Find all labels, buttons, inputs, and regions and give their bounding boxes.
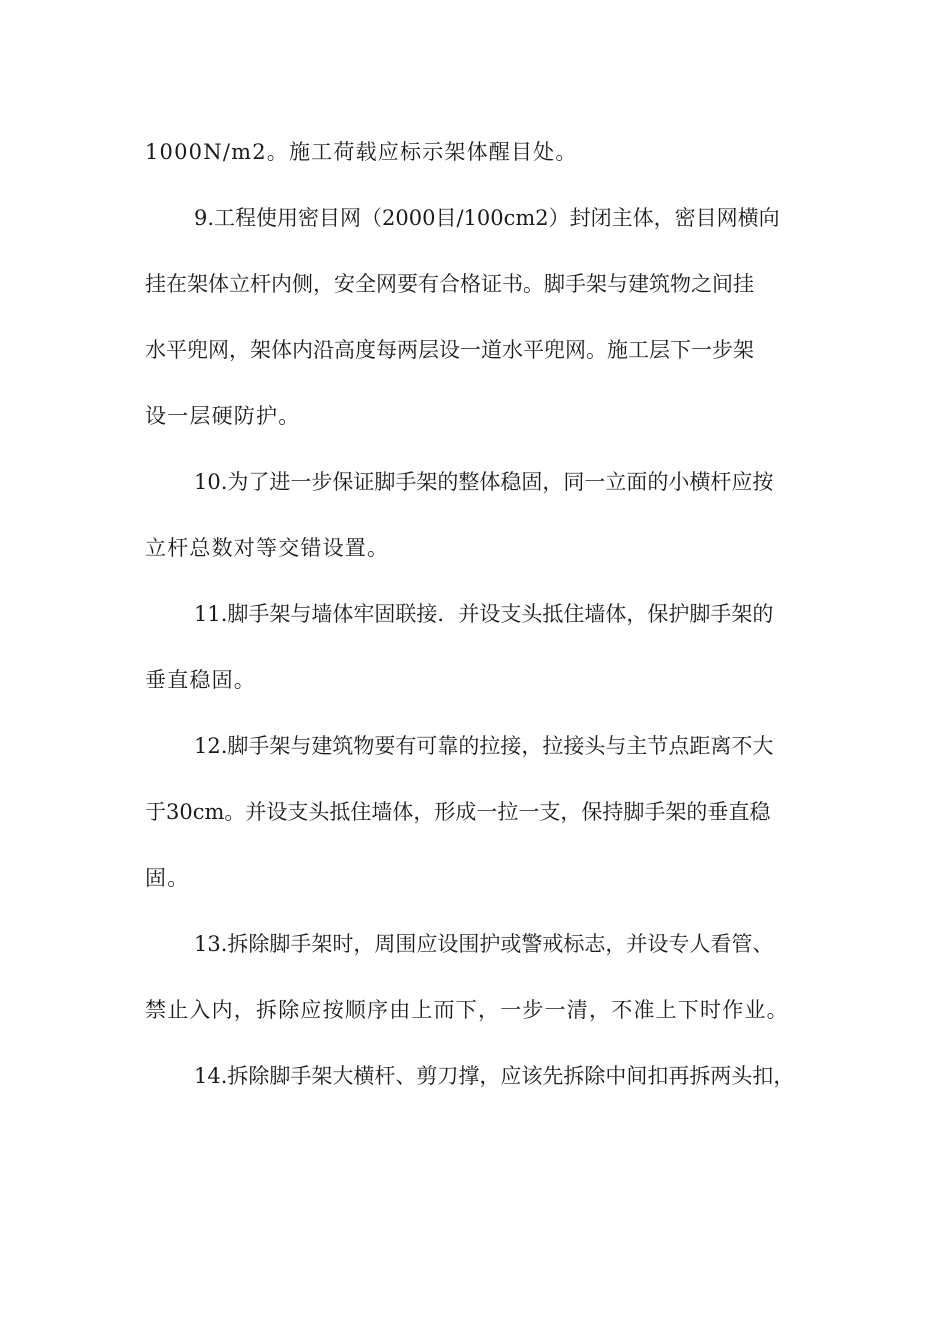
text-line: 挂在架体立杆内侧，安全网要有合格证书。脚手架与建筑物之间挂 [145,272,754,296]
text-line: 9.工程使用密目网（2000目/100cm2）封闭主体，密目网横向 [194,206,780,230]
text-line: 水平兜网，架体内沿高度每两层设一道水平兜网。施工层下一步架 [145,338,754,362]
text-line: 10.为了进一步保证脚手架的整体稳固，同一立面的小横杆应按 [194,470,774,494]
text-line: 垂直稳固。 [145,668,256,692]
text-line: 13.拆除脚手架时，周围应设围护或警戒标志，并设专人看管、 [194,932,774,956]
text-line: 立杆总数对等交错设置。 [145,536,390,560]
document-body [145,132,810,1122]
text-line: 11.脚手架与墙体牢固联接．并设支头抵住墙体，保护脚手架的 [194,602,774,626]
text-line: 12.脚手架与建筑物要有可靠的拉接，拉接头与主节点距离不大 [194,734,774,758]
text-line: 14.拆除脚手架大横杆、剪刀撑，应该先拆除中间扣再拆两头扣， [194,1064,795,1088]
text-line: 设一层硬防护。 [145,404,301,428]
text-line: 禁止入内，拆除应按顺序由上而下，一步一清，不准上下时作业。 [145,998,789,1022]
text-line: 于30cm。并设支头抵住墙体，形成一拉一支，保持脚手架的垂直稳 [145,800,771,824]
text-line: 1000N/m2。施工荷载应标示架体醒目处。 [145,140,578,164]
text-line: 固。 [145,866,190,890]
